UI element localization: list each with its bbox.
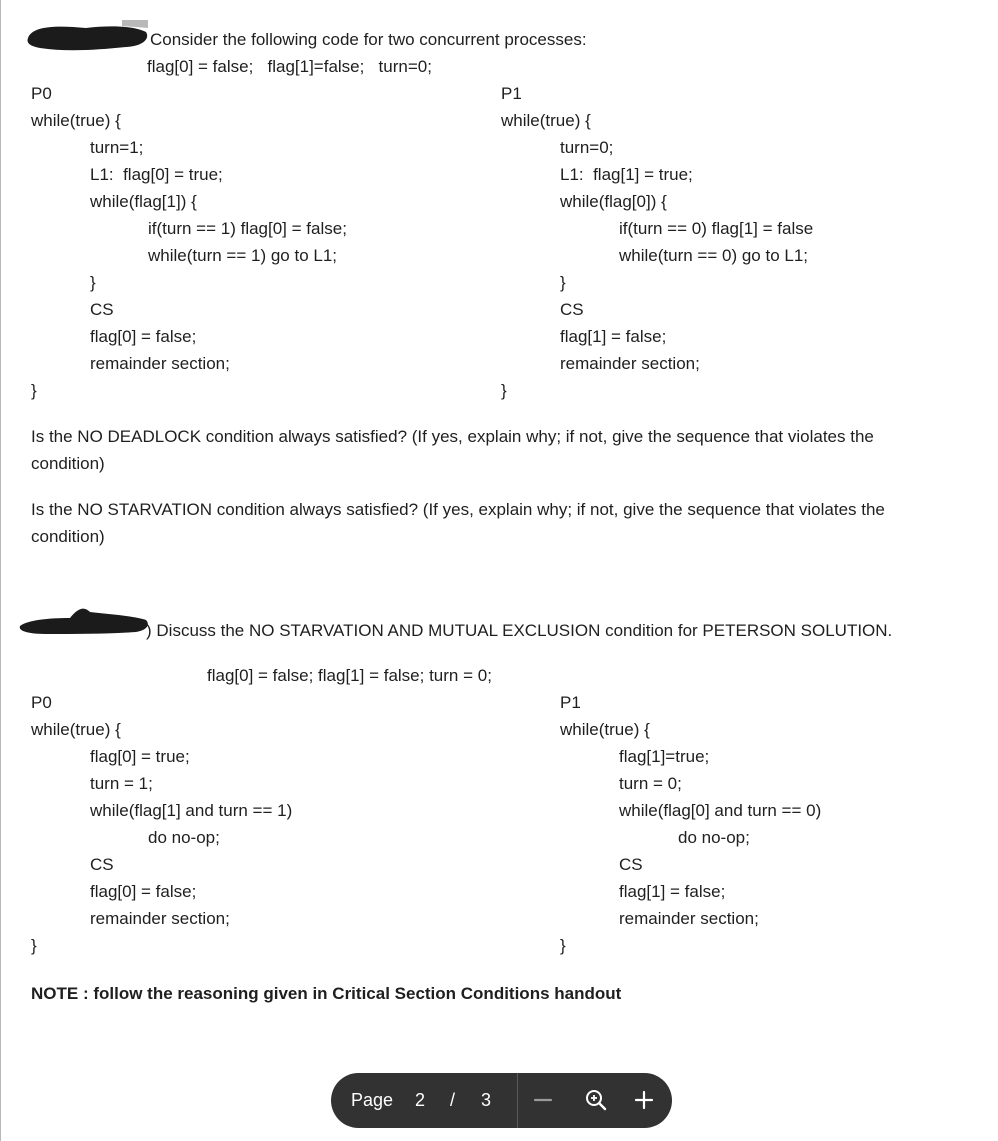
question1-intro: Consider the following code for two concurrent processes: [150,30,587,49]
q1-p1-line: while(flag[0]) { [560,192,667,211]
page-label: Page [351,1090,394,1110]
q2-p1-line: remainder section; [619,909,759,928]
q2-p0-line: while(flag[1] and turn == 1) [90,801,293,820]
question2-init: flag[0] = false; flag[1] = false; turn = 0; [207,666,492,685]
q2-p0-line: do no-op; [148,828,220,847]
page-toolbar [331,1073,672,1128]
total-pages: 3 [481,1090,492,1110]
q1-p0-line: } [90,273,96,292]
q2-p0-line: flag[0] = true; [90,747,190,766]
q2-p1-line: CS [619,855,643,874]
q2-p1-name: P1 [560,693,581,712]
q1-p0-name: P0 [31,84,52,103]
zoom-icon [584,1088,608,1112]
zoom-fit-button[interactable] [582,1086,610,1114]
q2-p0-line: CS [90,855,114,874]
deadlock-question: Is the NO DEADLOCK condition always satisfied? (If yes, explain why; if not, give the sequence that violates the condition) [31,427,874,473]
q1-p0-line: CS [90,300,114,319]
q1-p1-name: P1 [501,84,522,103]
q2-p1-line: flag[1] = false; [619,882,726,901]
q1-p0-line: flag[0] = false; [90,327,197,346]
q1-p0-line: while(turn == 1) go to L1; [148,246,338,265]
q2-p0-line: } [31,936,37,955]
current-page-input[interactable]: 2 [415,1090,426,1110]
q1-p0-line: turn=1; [90,138,144,157]
q2-p0-line: turn = 1; [90,774,153,793]
note-text: NOTE : follow the reasoning given in Critical Section Conditions handout [31,984,622,1003]
q2-p1-line: } [560,936,566,955]
question2-intro: ) Discuss the NO STARVATION AND MUTUAL EXCLUSION condition for PETERSON SOLUTION. [146,621,893,640]
q1-p0-line: L1: flag[0] = true; [90,165,223,184]
q1-p0-line: if(turn == 1) flag[0] = false; [148,219,347,238]
q2-p1-line: do no-op; [678,828,750,847]
q2-p0-line: flag[0] = false; [90,882,197,901]
question1-init: flag[0] = false; flag[1]=false; turn=0; [147,57,432,76]
q1-p1-line: if(turn == 0) flag[1] = false [619,219,814,238]
page-separator: / [450,1090,456,1110]
minus-icon [532,1089,554,1111]
q1-p1-line: CS [560,300,584,319]
q1-p0-line: } [31,381,37,400]
q2-p1-line: flag[1]=true; [619,747,710,766]
q1-p1-line: while(turn == 0) go to L1; [619,246,809,265]
q1-p1-line: } [501,381,507,400]
zoom-in-button[interactable] [630,1086,658,1114]
q1-p1-line: flag[1] = false; [560,327,667,346]
q1-p1-line: while(true) { [501,111,591,130]
q2-p0-line: while(true) { [31,720,121,739]
redaction-mark-1 [26,16,152,54]
q1-p0-line: while(true) { [31,111,121,130]
q1-p0-line: remainder section; [90,354,230,373]
q1-p1-line: remainder section; [560,354,700,373]
zoom-out-button[interactable] [529,1086,557,1114]
q1-p1-line: } [560,273,566,292]
q1-p1-line: L1: flag[1] = true; [560,165,693,184]
toolbar-divider [517,1073,518,1128]
q2-p0-line: remainder section; [90,909,230,928]
page-edge [0,0,1,1141]
starvation-question: Is the NO STARVATION condition always satisfied? (If yes, explain why; if not, give the sequence that violates the condition) [31,500,885,546]
redaction-mark-2 [18,604,152,640]
q2-p1-line: turn = 0; [619,774,682,793]
q2-p1-line: while(true) { [560,720,650,739]
q1-p1-line: turn=0; [560,138,614,157]
q2-p1-line: while(flag[0] and turn == 0) [619,801,822,820]
q1-p0-line: while(flag[1]) { [90,192,197,211]
plus-icon [633,1089,655,1111]
q2-p0-name: P0 [31,693,52,712]
